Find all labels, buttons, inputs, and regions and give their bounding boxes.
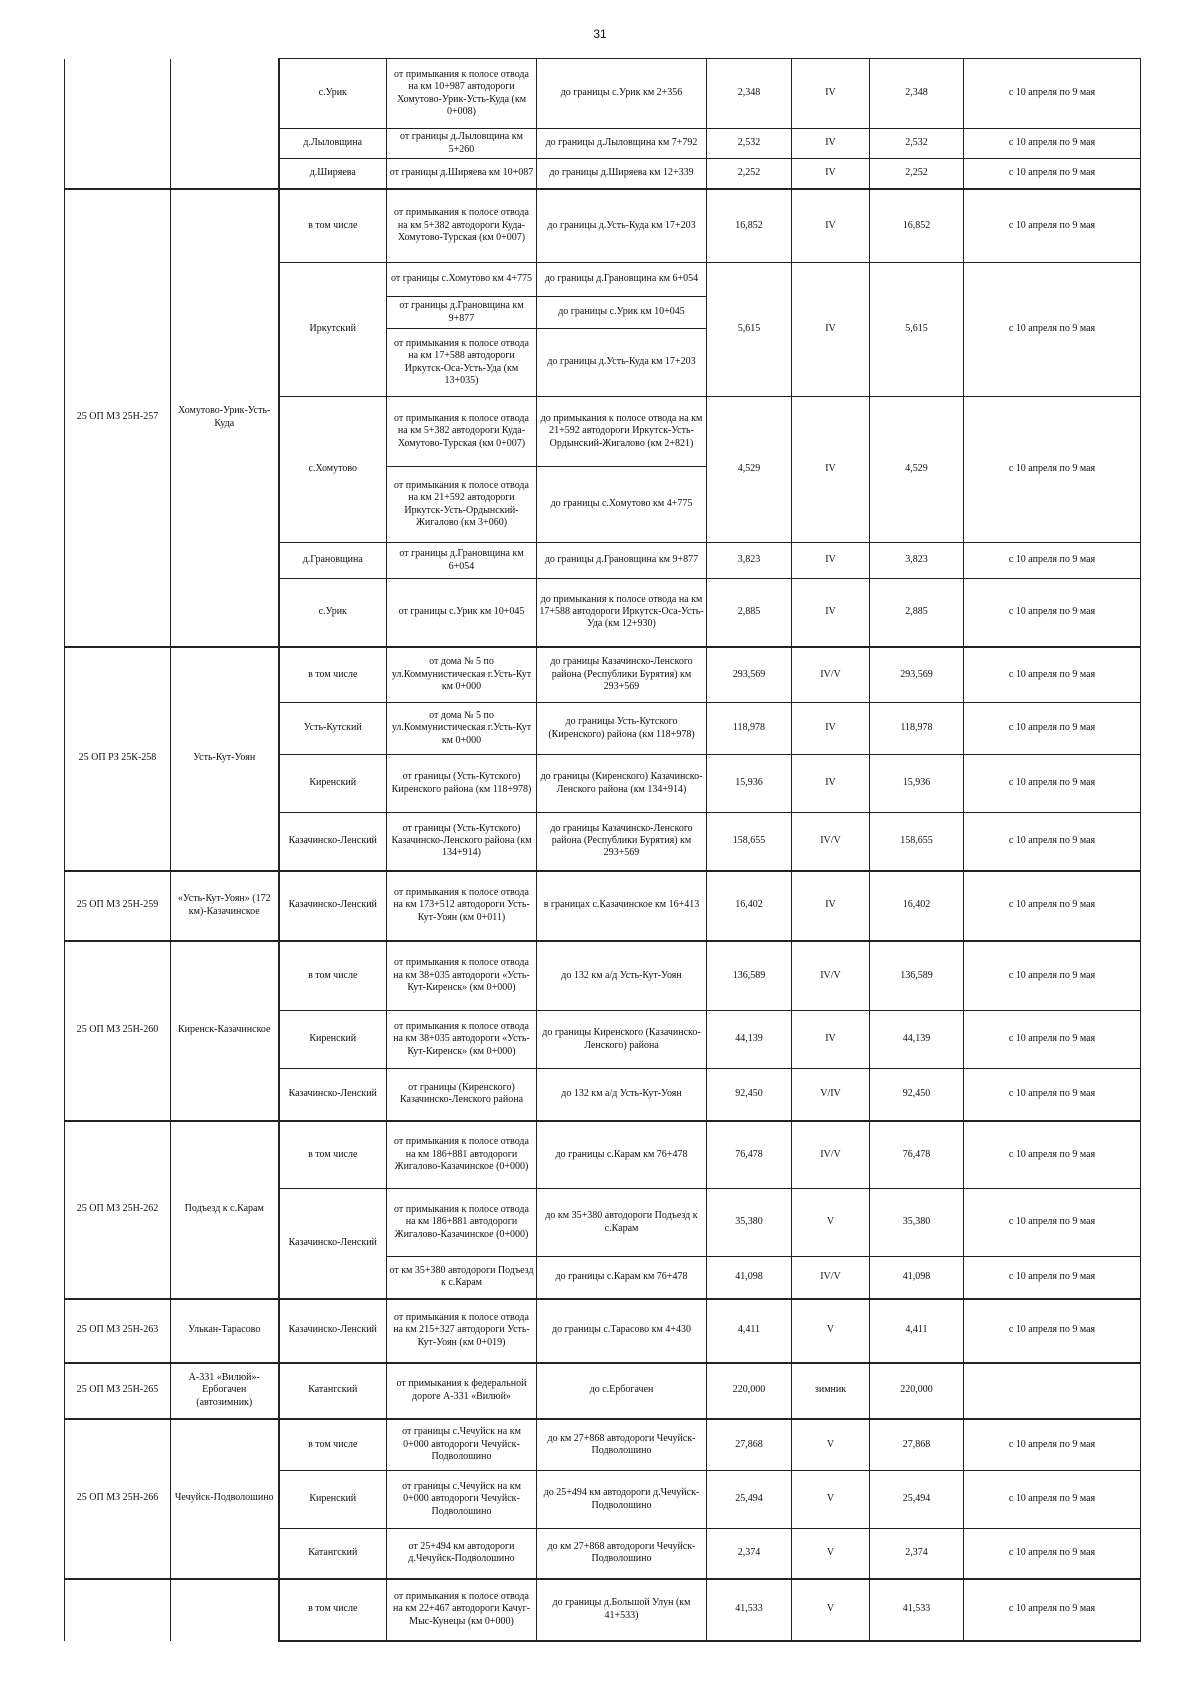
to-cell: до границы с.Урик км 2+356 [537,59,707,129]
district-cell: д.Лыловщина [279,129,387,159]
district-cell: Казачинско-Ленский [279,1189,387,1299]
from-cell: от примыкания к полосе отвода на км 38+035 автодороги «Усть-Кут-Киренск» (км 0+000) [387,1011,537,1069]
length-cell: 44,139 [707,1011,792,1069]
category-cell: IV [792,579,870,647]
to-cell: до км 27+868 автодороги Чечуйск-Подволошино [537,1419,707,1471]
to-cell: до границы д.Усть-Куда км 17+203 [537,329,707,397]
to-cell: до 132 км а/д Усть-Кут-Уоян [537,1069,707,1121]
road-id-cell [65,1579,171,1641]
category-cell: зимник [792,1363,870,1419]
road-name-cell: А-331 «Вилюй»-Ербогачен (автозимник) [171,1363,279,1419]
period-cell: с 10 апреля по 9 мая [964,647,1141,703]
to-cell: до км 35+380 автодороги Подъезд к с.Карам [537,1189,707,1257]
category-cell: IV [792,129,870,159]
restricted-length-cell: 158,655 [870,813,964,871]
restricted-length-cell: 5,615 [870,263,964,397]
from-cell: от границы (Усть-Кутского) Киренского района (км 118+978) [387,755,537,813]
restricted-length-cell: 3,823 [870,543,964,579]
category-cell: V [792,1299,870,1363]
district-cell: Казачинско-Ленский [279,1069,387,1121]
period-cell: с 10 апреля по 9 мая [964,1011,1141,1069]
period-cell: с 10 апреля по 9 мая [964,1257,1141,1299]
from-cell: от границы с.Чечуйск на км 0+000 автодороги Чечуйск-Подволошино [387,1471,537,1529]
road-id-cell [65,59,171,189]
district-cell: в том числе [279,189,387,263]
from-cell: от примыкания к полосе отвода на км 5+382 автодороги Куда-Хомутово-Турская (км 0+007) [387,189,537,263]
road-name-cell: Киренск-Казачинское [171,941,279,1121]
road-id-cell: 25 ОП МЗ 25Н-265 [65,1363,171,1419]
length-cell: 25,494 [707,1471,792,1529]
road-name-cell [171,1579,279,1641]
table-row [65,871,1141,941]
restricted-length-cell: 2,252 [870,159,964,189]
district-cell: с.Урик [279,59,387,129]
to-cell: до границы с.Карам км 76+478 [537,1121,707,1189]
period-cell: с 10 апреля по 9 мая [964,755,1141,813]
to-cell: до границы д.Грановщина км 9+877 [537,543,707,579]
to-cell: до границы д.Грановщина км 6+054 [537,263,707,297]
district-cell: Киренский [279,1011,387,1069]
from-cell: от дома № 5 по ул.Коммунистическая г.Усть-Кут км 0+000 [387,647,537,703]
from-cell: от границы с.Чечуйск на км 0+000 автодороги Чечуйск-Подволошино [387,1419,537,1471]
period-cell: с 10 апреля по 9 мая [964,1299,1141,1363]
period-cell: с 10 апреля по 9 мая [964,159,1141,189]
length-cell: 2,532 [707,129,792,159]
period-cell: с 10 апреля по 9 мая [964,129,1141,159]
district-cell: Усть-Кутский [279,703,387,755]
period-cell: с 10 апреля по 9 мая [964,263,1141,397]
category-cell: IV/V [792,647,870,703]
restricted-length-cell: 35,380 [870,1189,964,1257]
road-name-cell: Усть-Кут-Уоян [171,647,279,871]
to-cell: до с.Ербогачен [537,1363,707,1419]
category-cell: V [792,1471,870,1529]
road-id-cell: 25 ОП МЗ 25Н-266 [65,1419,171,1579]
from-cell: от примыкания к федеральной дороге А-331 «Вилюй» [387,1363,537,1419]
road-name-cell: «Усть-Кут-Уоян» (172 км)-Казачинское [171,871,279,941]
from-cell: от примыкания к полосе отвода на км 186+881 автодороги Жигалово-Казачинское (0+000) [387,1121,537,1189]
to-cell: до границы Казачинско-Ленского района (Республики Бурятия) км 293+569 [537,813,707,871]
district-cell: с.Хомутово [279,397,387,543]
from-cell: от границы (Усть-Кутского) Казачинско-Ленского района (км 134+914) [387,813,537,871]
period-cell: с 10 апреля по 9 мая [964,1579,1141,1641]
category-cell: V/IV [792,1069,870,1121]
restricted-length-cell: 2,348 [870,59,964,129]
restricted-length-cell: 220,000 [870,1363,964,1419]
from-cell: от границы д.Ширяева км 10+087 [387,159,537,189]
from-cell: от границы с.Хомутово км 4+775 [387,263,537,297]
restricted-length-cell: 92,450 [870,1069,964,1121]
restricted-length-cell: 2,885 [870,579,964,647]
table-row [65,941,1141,1011]
road-name-cell [171,59,279,189]
table-row [65,647,1141,703]
length-cell: 16,852 [707,189,792,263]
restricted-length-cell: 27,868 [870,1419,964,1471]
restricted-length-cell: 41,098 [870,1257,964,1299]
restricted-length-cell: 15,936 [870,755,964,813]
length-cell: 293,569 [707,647,792,703]
length-cell: 35,380 [707,1189,792,1257]
length-cell: 158,655 [707,813,792,871]
road-name-cell: Чечуйск-Подволошино [171,1419,279,1579]
to-cell: до границы Казачинско-Ленского района (Республики Бурятия) км 293+569 [537,647,707,703]
from-cell: от 25+494 км автодороги д.Чечуйск-Подволошино [387,1529,537,1579]
length-cell: 92,450 [707,1069,792,1121]
district-cell: Иркутский [279,263,387,397]
road-closure-table [64,58,1141,1642]
to-cell: до 25+494 км автодороги д.Чечуйск-Подволошино [537,1471,707,1529]
length-cell: 2,252 [707,159,792,189]
to-cell: до км 27+868 автодороги Чечуйск-Подволошино [537,1529,707,1579]
from-cell: от примыкания к полосе отвода на км 215+327 автодороги Усть-Кут-Уоян (км 0+019) [387,1299,537,1363]
category-cell: IV [792,189,870,263]
from-cell: от границы д.Грановщина км 6+054 [387,543,537,579]
road-id-cell: 25 ОП РЗ 25К-258 [65,647,171,871]
length-cell: 4,529 [707,397,792,543]
category-cell: IV/V [792,813,870,871]
category-cell: IV [792,159,870,189]
restricted-length-cell: 4,411 [870,1299,964,1363]
from-cell: от границы д.Грановщина км 9+877 [387,297,537,329]
length-cell: 15,936 [707,755,792,813]
road-id-cell: 25 ОП МЗ 25Н-262 [65,1121,171,1299]
period-cell [964,1363,1141,1419]
road-name-cell: Улькан-Тарасово [171,1299,279,1363]
length-cell: 76,478 [707,1121,792,1189]
category-cell: IV [792,755,870,813]
district-cell: Казачинско-Ленский [279,871,387,941]
length-cell: 136,589 [707,941,792,1011]
district-cell: с.Урик [279,579,387,647]
to-cell: до границы д.Лыловщина км 7+792 [537,129,707,159]
restricted-length-cell: 25,494 [870,1471,964,1529]
from-cell: от примыкания к полосе отвода на км 186+881 автодороги Жигалово-Казачинское (0+000) [387,1189,537,1257]
to-cell: до границы Усть-Кутского (Киренского) района (км 118+978) [537,703,707,755]
length-cell: 4,411 [707,1299,792,1363]
period-cell: с 10 апреля по 9 мая [964,813,1141,871]
from-cell: от примыкания к полосе отвода на км 17+588 автодороги Иркутск-Оса-Усть-Уда (км 13+035) [387,329,537,397]
to-cell: до границы с.Хомутово км 4+775 [537,467,707,543]
category-cell: V [792,1189,870,1257]
category-cell: IV [792,263,870,397]
category-cell: IV/V [792,1121,870,1189]
length-cell: 2,374 [707,1529,792,1579]
period-cell: с 10 апреля по 9 мая [964,871,1141,941]
period-cell: с 10 апреля по 9 мая [964,1121,1141,1189]
length-cell: 41,098 [707,1257,792,1299]
restricted-length-cell: 76,478 [870,1121,964,1189]
category-cell: IV [792,59,870,129]
district-cell: в том числе [279,1121,387,1189]
length-cell: 16,402 [707,871,792,941]
to-cell: до границы с.Тарасово км 4+430 [537,1299,707,1363]
district-cell: Казачинско-Ленский [279,1299,387,1363]
table-row [65,1363,1141,1419]
district-cell: в том числе [279,941,387,1011]
from-cell: от примыкания к полосе отвода на км 173+512 автодороги Усть-Кут-Уоян (км 0+011) [387,871,537,941]
district-cell: Казачинско-Ленский [279,813,387,871]
category-cell: V [792,1579,870,1641]
restricted-length-cell: 16,402 [870,871,964,941]
period-cell: с 10 апреля по 9 мая [964,397,1141,543]
period-cell: с 10 апреля по 9 мая [964,703,1141,755]
to-cell: до границы с.Карам км 76+478 [537,1257,707,1299]
length-cell: 3,823 [707,543,792,579]
period-cell: с 10 апреля по 9 мая [964,1069,1141,1121]
road-name-cell: Хомутово-Урик-Усть-Куда [171,189,279,647]
period-cell: с 10 апреля по 9 мая [964,1529,1141,1579]
period-cell: с 10 апреля по 9 мая [964,189,1141,263]
period-cell: с 10 апреля по 9 мая [964,1189,1141,1257]
road-id-cell: 25 ОП МЗ 25Н-260 [65,941,171,1121]
restricted-length-cell: 44,139 [870,1011,964,1069]
to-cell: до границы с.Урик км 10+045 [537,297,707,329]
restricted-length-cell: 2,532 [870,129,964,159]
district-cell: Катангский [279,1529,387,1579]
to-cell: в границах с.Казачинское км 16+413 [537,871,707,941]
category-cell: IV [792,1011,870,1069]
to-cell: до границы Киренского (Казачинско-Ленского) района [537,1011,707,1069]
restricted-length-cell: 2,374 [870,1529,964,1579]
road-id-cell: 25 ОП МЗ 25Н-263 [65,1299,171,1363]
restricted-length-cell: 4,529 [870,397,964,543]
category-cell: V [792,1419,870,1471]
district-cell: в том числе [279,1579,387,1641]
to-cell: до границы д.Ширяева км 12+339 [537,159,707,189]
period-cell: с 10 апреля по 9 мая [964,543,1141,579]
category-cell: IV [792,543,870,579]
length-cell: 2,348 [707,59,792,129]
category-cell: IV/V [792,941,870,1011]
length-cell: 220,000 [707,1363,792,1419]
from-cell: от км 35+380 автодороги Подъезд к с.Карам [387,1257,537,1299]
from-cell: от примыкания к полосе отвода на км 38+035 автодороги «Усть-Кут-Киренск» (км 0+000) [387,941,537,1011]
road-name-cell: Подъезд к с.Карам [171,1121,279,1299]
district-cell: д.Грановщина [279,543,387,579]
from-cell: от примыкания к полосе отвода на км 5+382 автодороги Куда-Хомутово-Турская (км 0+007) [387,397,537,467]
district-cell: Катангский [279,1363,387,1419]
road-id-cell: 25 ОП МЗ 25Н-257 [65,189,171,647]
category-cell: IV [792,871,870,941]
category-cell: IV [792,397,870,543]
restricted-length-cell: 41,533 [870,1579,964,1641]
to-cell: до границы (Киренского) Казачинско-Ленского района (км 134+914) [537,755,707,813]
from-cell: от дома № 5 по ул.Коммунистическая г.Усть-Кут км 0+000 [387,703,537,755]
period-cell: с 10 апреля по 9 мая [964,59,1141,129]
table-row [65,59,1141,129]
to-cell: до границы д.Большой Улун (км 41+533) [537,1579,707,1641]
to-cell: до примыкания к полосе отвода на км 21+592 автодороги Иркутск-Усть-Ордынский-Жигалово (км 2+821) [537,397,707,467]
from-cell: от примыкания к полосе отвода на км 21+592 автодороги Иркутск-Усть-Ордынский-Жигалово (км 3+060) [387,467,537,543]
table-row [65,1579,1141,1641]
to-cell: до примыкания к полосе отвода на км 17+588 автодороги Иркутск-Оса-Усть-Уда (км 12+930) [537,579,707,647]
table-row [65,189,1141,263]
road-id-cell: 25 ОП МЗ 25Н-259 [65,871,171,941]
from-cell: от границы с.Урик км 10+045 [387,579,537,647]
page-number: 31 [593,27,607,41]
district-cell: в том числе [279,1419,387,1471]
restricted-length-cell: 16,852 [870,189,964,263]
from-cell: от границы (Киренского) Казачинско-Ленского района [387,1069,537,1121]
category-cell: IV/V [792,1257,870,1299]
period-cell: с 10 апреля по 9 мая [964,579,1141,647]
category-cell: V [792,1529,870,1579]
period-cell: с 10 апреля по 9 мая [964,1419,1141,1471]
length-cell: 41,533 [707,1579,792,1641]
to-cell: до 132 км а/д Усть-Кут-Уоян [537,941,707,1011]
district-cell: д.Ширяева [279,159,387,189]
district-cell: в том числе [279,647,387,703]
length-cell: 5,615 [707,263,792,397]
length-cell: 2,885 [707,579,792,647]
from-cell: от примыкания к полосе отвода на км 10+987 автодороги Хомутово-Урик-Усть-Куда (км 0+008) [387,59,537,129]
restricted-length-cell: 293,569 [870,647,964,703]
to-cell: до границы д.Усть-Куда км 17+203 [537,189,707,263]
from-cell: от границы д.Лыловщина км 5+260 [387,129,537,159]
table-row [65,1121,1141,1189]
restricted-length-cell: 118,978 [870,703,964,755]
district-cell: Киренский [279,1471,387,1529]
from-cell: от примыкания к полосе отвода на км 22+467 автодороги Качуг-Мыс-Кунецы (км 0+000) [387,1579,537,1641]
period-cell: с 10 апреля по 9 мая [964,941,1141,1011]
length-cell: 118,978 [707,703,792,755]
district-cell: Киренский [279,755,387,813]
category-cell: IV [792,703,870,755]
restricted-length-cell: 136,589 [870,941,964,1011]
period-cell: с 10 апреля по 9 мая [964,1471,1141,1529]
table-row [65,1419,1141,1471]
length-cell: 27,868 [707,1419,792,1471]
table-row [65,1299,1141,1363]
